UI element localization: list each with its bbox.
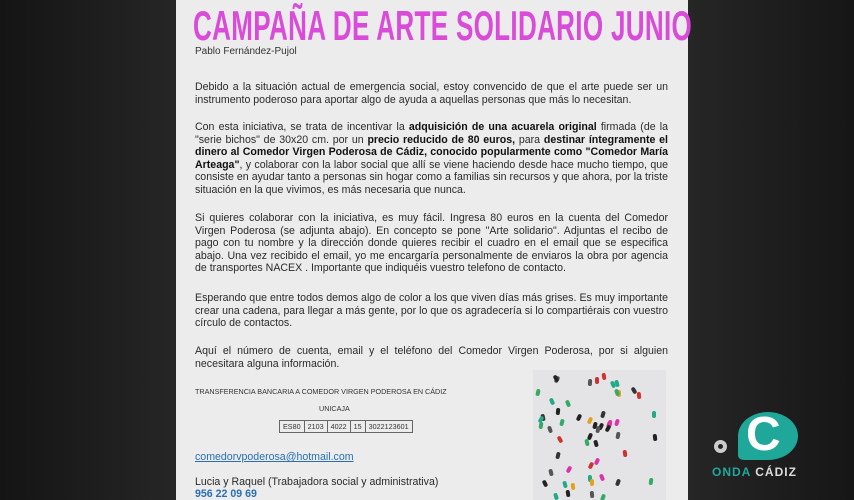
- painting-bug-mark: [562, 480, 568, 488]
- painting-bug-mark: [565, 399, 571, 407]
- iban-cell: 3022123601: [368, 422, 409, 431]
- iban-table: [279, 420, 413, 433]
- painting-bug-mark: [571, 483, 576, 490]
- logo-text-onda: ONDA: [712, 465, 751, 479]
- painting-bug-mark: [599, 473, 605, 481]
- painting-bug-mark: [622, 450, 627, 458]
- text: firmada (de la "serie bichos" de 30x20 cm. por un: [195, 121, 669, 146]
- painting-bug-mark: [593, 440, 599, 448]
- painting-bug-mark: [548, 469, 554, 477]
- painting-bug-mark: [590, 479, 594, 486]
- painting-bug-mark: [541, 480, 548, 488]
- painting-bug-mark: [600, 493, 606, 500]
- video-background-left: [0, 0, 176, 500]
- painting-bug-mark: [535, 389, 540, 397]
- bank-name: UNICAJA: [319, 404, 350, 413]
- painting-bug-mark: [590, 491, 595, 498]
- document-title: CAMPAÑA DE ARTE SOLIDARIO JUNIO: [193, 2, 693, 49]
- bold-text: destinar íntegramente el dinero al Comedor Virgen Poderosa de Cádiz, conocido popularmente como "Comedor María Arteaga": [195, 133, 668, 171]
- painting-bug-mark: [588, 379, 592, 386]
- painting-bug-mark: [557, 435, 564, 443]
- document-page: [176, 0, 693, 500]
- painting-bug-mark: [559, 419, 565, 427]
- painting-bug-mark: [576, 413, 583, 421]
- painting-bug-mark: [648, 477, 653, 485]
- paragraph-contact-info: Aquí el número de cuenta, email y el teléfono del Comedor Virgen Poderosa, por si alguien necesitara alguna información.: [195, 345, 668, 370]
- painting-bug-mark: [595, 425, 601, 433]
- painting-bug-mark: [600, 411, 606, 419]
- paragraph-share: Esperando que entre todos demos algo de color a los que viven días más grises. Es muy importante crear una cadena, para llegar a más gente, por lo que os agradecería si lo compartiérais con vuestro círculo de contactos.: [195, 292, 668, 330]
- painting-bug-mark: [549, 397, 556, 405]
- iban-cell: 15: [351, 421, 366, 432]
- painting-bug-mark: [566, 489, 571, 497]
- watercolor-painting-image: [533, 370, 666, 500]
- painting-bug-mark: [565, 465, 572, 473]
- paragraph-initiative: [195, 121, 668, 197]
- iban-cell: 2103: [305, 421, 328, 432]
- paragraph-intro: Debido a la situación actual de emergencia social, estoy convencido de que el arte puede ser un instrumento poderoso para aportar algo de ayuda a aquellas personas que más lo necesitan.: [195, 81, 668, 106]
- painting-bug-mark: [636, 392, 641, 399]
- painting-bug-mark: [653, 434, 658, 441]
- text: , y colaborar con la labor social que allí se viene haciendo desde hace mucho tiempo, que consiste en ayudar tanto a personas sin hogar como a familias sin recursos y que ahora, por la triste situación en la que vivimos, es más necesaria que nunca.: [195, 158, 668, 196]
- painting-bug-mark: [614, 418, 620, 426]
- author: Pablo Fernández-Pujol: [195, 46, 297, 57]
- logo-o-ring: [714, 440, 727, 453]
- painting-bug-mark: [605, 425, 612, 433]
- painting-bug-mark: [595, 376, 599, 383]
- bank-heading: TRANSFERENCIA BANCARIA A COMEDOR VIRGEN PODEROSA EN CÁDIZ: [195, 387, 447, 396]
- iban-cell: 4022: [328, 421, 351, 432]
- painting-bug-mark: [614, 478, 620, 486]
- contact-names: Lucia y Raquel (Trabajadora social y administrativa): [195, 476, 439, 488]
- logo-text-cadiz: CÁDIZ: [755, 465, 797, 479]
- text: Con esta iniciativa, se trata de incentivar la: [195, 121, 409, 133]
- onda-cadiz-logo: [710, 410, 810, 480]
- logo-letter: C: [746, 408, 781, 461]
- paragraph-how-to: Si quieres colaborar con la iniciativa, es muy fácil. Ingresa 80 euros en la cuenta del Comedor Virgen Poderosa (se adjunta abajo). En concepto se pone "Arte solidario". Adjuntas el recibo de pago con tu nombre y la dirección donde quieres recibir el cuadro en el email que se especifica abajo. Una vez recibido el email, yo me encargaría personalmente de enviaros la obra por agencia de transportes NACEX . Importante que indiquéis vuestro telefono de contacto.: [195, 212, 668, 275]
- painting-bug-mark: [556, 408, 561, 415]
- iban-cell: ES80: [280, 421, 305, 432]
- logo-text: [712, 465, 797, 479]
- phone-number[interactable]: 956 22 09 69: [195, 488, 257, 500]
- painting-bug-mark: [553, 493, 559, 500]
- painting-bug-mark: [615, 432, 620, 440]
- painting-bug-mark: [555, 452, 561, 460]
- text: para: [515, 133, 544, 146]
- bold-text: adquisición de una acuarela original: [408, 121, 597, 133]
- painting-bug-mark: [602, 373, 607, 381]
- painting-bug-mark: [594, 457, 601, 465]
- bold-text: precio reducido de 80 euros,: [367, 133, 516, 146]
- email-link[interactable]: comedorvpoderosa@hotmail.com: [195, 451, 354, 463]
- painting-bug-mark: [652, 411, 656, 418]
- painting-bug-mark: [547, 425, 553, 433]
